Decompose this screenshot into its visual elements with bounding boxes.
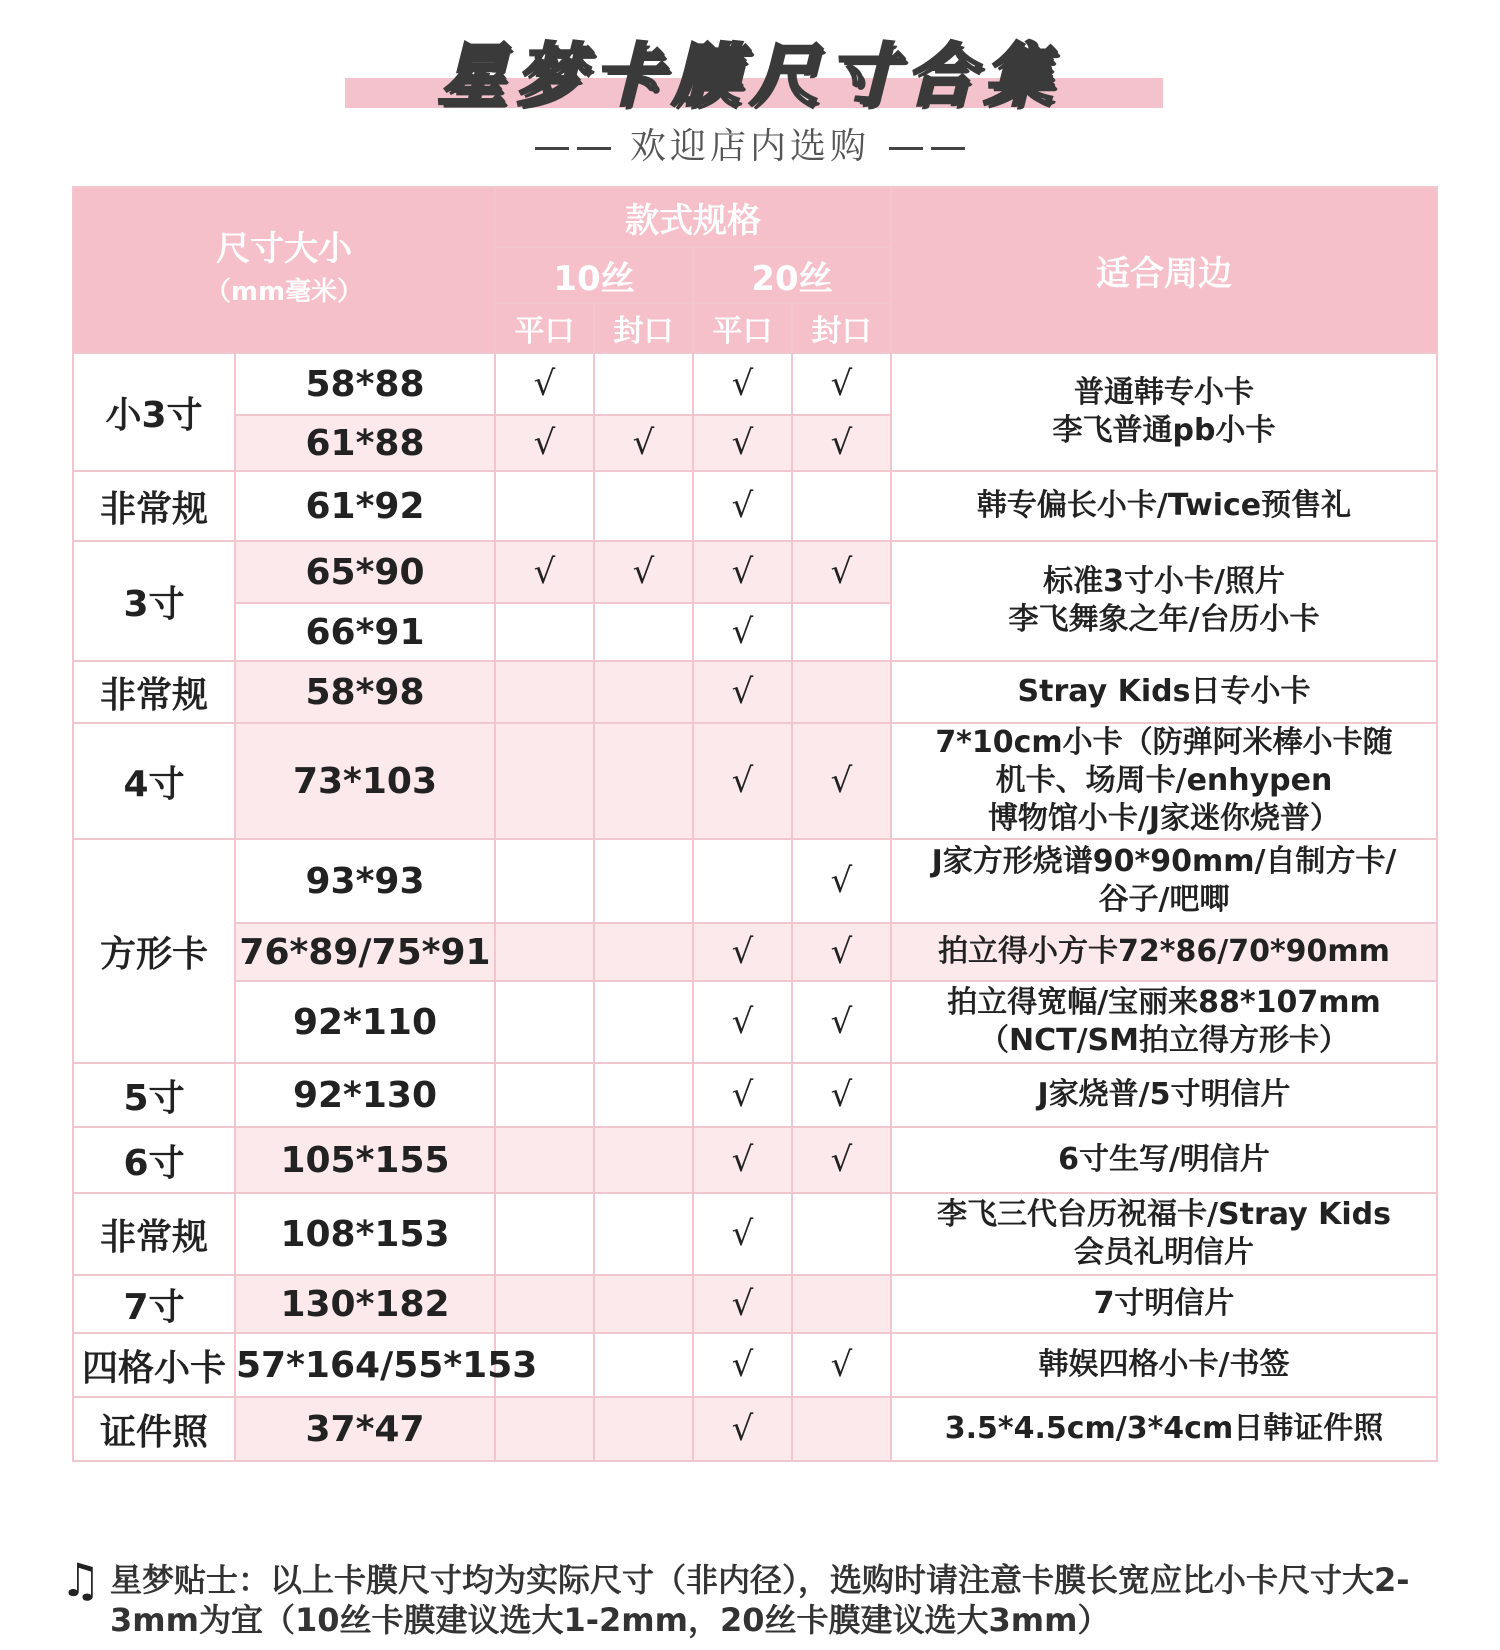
check-cell (693, 353, 792, 415)
check-mark-icon: √ (830, 364, 853, 404)
table-row (73, 723, 1437, 839)
check-mark-icon: √ (731, 1345, 754, 1385)
header-thread-20: 20丝 (693, 247, 891, 303)
check-mark-icon: √ (731, 1075, 754, 1115)
check-cell (594, 981, 693, 1063)
check-cell (594, 839, 693, 923)
fit-cell: 韩专偏长小卡/Twice预售礼 (891, 471, 1437, 541)
check-mark-icon: √ (830, 1075, 853, 1115)
check-mark-icon: √ (731, 1214, 754, 1254)
check-mark-icon: √ (731, 1140, 754, 1180)
check-mark-icon: √ (731, 761, 754, 801)
subtitle-dash-left (535, 147, 569, 150)
check-cell (594, 415, 693, 471)
check-cell (792, 1397, 891, 1461)
category-cell: 5寸 (73, 1063, 235, 1127)
check-cell (693, 723, 792, 839)
check-mark-icon: √ (533, 364, 556, 404)
size-cell: 76*89/75*91 (235, 923, 495, 981)
check-cell (792, 1333, 891, 1397)
fit-cell: 普通韩专小卡 李飞普通pb小卡 (891, 353, 1437, 471)
size-cell: 58*88 (235, 353, 495, 415)
check-cell (594, 1127, 693, 1193)
check-mark-icon: √ (731, 552, 754, 592)
table-row (73, 1275, 1437, 1333)
check-mark-icon: √ (533, 423, 556, 463)
check-cell (693, 1127, 792, 1193)
check-cell (594, 471, 693, 541)
fit-cell: 拍立得宽幅/宝丽来88*107mm （NCT/SM拍立得方形卡） (891, 981, 1437, 1063)
table-row (73, 981, 1437, 1063)
size-cell: 61*92 (235, 471, 495, 541)
check-cell (594, 603, 693, 661)
header-10-sealed: 封口 (594, 303, 693, 353)
subtitle-dash-right (931, 147, 965, 150)
table-header (73, 187, 1437, 353)
table-row (73, 1127, 1437, 1193)
category-cell: 非常规 (73, 1193, 235, 1275)
table-row (73, 839, 1437, 923)
category-cell: 6寸 (73, 1127, 235, 1193)
size-cell: 57*164/55*153 (235, 1333, 495, 1397)
check-cell (693, 471, 792, 541)
check-mark-icon: √ (731, 612, 754, 652)
check-mark-icon: √ (731, 1284, 754, 1324)
check-mark-icon: √ (731, 1002, 754, 1042)
table-row (73, 1397, 1437, 1461)
size-cell: 93*93 (235, 839, 495, 923)
category-cell: 7寸 (73, 1275, 235, 1333)
check-cell (693, 603, 792, 661)
check-cell (792, 661, 891, 723)
check-mark-icon: √ (830, 1140, 853, 1180)
check-cell (792, 603, 891, 661)
size-cell: 92*110 (235, 981, 495, 1063)
check-cell (693, 1193, 792, 1275)
check-cell (594, 353, 693, 415)
size-cell: 58*98 (235, 661, 495, 723)
table-row (73, 661, 1437, 723)
check-mark-icon: √ (830, 1345, 853, 1385)
check-cell (693, 981, 792, 1063)
category-cell: 四格小卡 (73, 1333, 235, 1397)
check-mark-icon: √ (731, 932, 754, 972)
size-cell: 108*153 (235, 1193, 495, 1275)
check-cell (693, 839, 792, 923)
check-cell (495, 923, 594, 981)
fit-cell: 韩娱四格小卡/书签 (891, 1333, 1437, 1397)
check-mark-icon: √ (731, 423, 754, 463)
fit-cell: J家方形烧谱90*90mm/自制方卡/ 谷子/吧唧 (891, 839, 1437, 923)
page-subtitle (0, 118, 1500, 169)
check-cell (594, 661, 693, 723)
check-mark-icon: √ (830, 861, 853, 901)
check-mark-icon: √ (731, 486, 754, 526)
header-10-flat: 平口 (495, 303, 594, 353)
size-cell: 37*47 (235, 1397, 495, 1461)
check-mark-icon: √ (731, 364, 754, 404)
size-spec-table (72, 186, 1438, 1462)
check-cell (693, 415, 792, 471)
check-mark-icon: √ (731, 1409, 754, 1449)
table-row (73, 923, 1437, 981)
check-cell (594, 1193, 693, 1275)
table-row (73, 471, 1437, 541)
header-thread-10: 10丝 (495, 247, 693, 303)
check-cell (792, 981, 891, 1063)
size-cell: 61*88 (235, 415, 495, 471)
tip-text: 星梦贴士：以上卡膜尺寸均为实际尺寸（非内径），选购时请注意卡膜长宽应比小卡尺寸大2-3mm为宜（10丝卡膜建议选大1-2mm，20丝卡膜建议选大3mm） (110, 1561, 1410, 1639)
check-cell (693, 1275, 792, 1333)
check-mark-icon: √ (830, 1002, 853, 1042)
check-cell (495, 981, 594, 1063)
table-row (73, 1063, 1437, 1127)
size-cell: 65*90 (235, 541, 495, 603)
size-cell: 105*155 (235, 1127, 495, 1193)
check-cell (792, 1127, 891, 1193)
header-spec: 款式规格 (495, 187, 891, 247)
check-cell (495, 471, 594, 541)
table-row (73, 1333, 1437, 1397)
category-cell: 方形卡 (73, 839, 235, 1063)
check-mark-icon: √ (533, 552, 556, 592)
check-cell (594, 923, 693, 981)
check-cell (693, 1063, 792, 1127)
fit-cell: 6寸生写/明信片 (891, 1127, 1437, 1193)
header-20-sealed: 封口 (792, 303, 891, 353)
check-cell (792, 1275, 891, 1333)
check-cell (792, 1193, 891, 1275)
fit-cell: 7寸明信片 (891, 1275, 1437, 1333)
check-mark-icon: √ (731, 672, 754, 712)
check-cell (792, 1063, 891, 1127)
check-mark-icon: √ (830, 761, 853, 801)
check-cell (495, 661, 594, 723)
header-size: 尺寸大小 （mm毫米） (73, 187, 495, 353)
fit-cell: 3.5*4.5cm/3*4cm日韩证件照 (891, 1397, 1437, 1461)
category-cell: 3寸 (73, 541, 235, 661)
table-row (73, 1193, 1437, 1275)
category-cell: 4寸 (73, 723, 235, 839)
fit-cell: 标准3寸小卡/照片 李飞舞象之年/台历小卡 (891, 541, 1437, 661)
check-cell (792, 471, 891, 541)
category-cell: 小3寸 (73, 353, 235, 471)
check-cell (792, 541, 891, 603)
check-cell (495, 603, 594, 661)
check-cell (495, 1275, 594, 1333)
check-cell (594, 541, 693, 603)
check-cell (495, 541, 594, 603)
fit-cell: 拍立得小方卡72*86/70*90mm (891, 923, 1437, 981)
fit-cell: 李飞三代台历祝福卡/Stray Kids 会员礼明信片 (891, 1193, 1437, 1275)
check-cell (495, 1063, 594, 1127)
music-note-icon: ♫ (60, 1553, 102, 1607)
check-mark-icon: √ (632, 423, 655, 463)
check-cell (495, 415, 594, 471)
size-cell: 130*182 (235, 1275, 495, 1333)
check-cell (792, 415, 891, 471)
check-cell (594, 1397, 693, 1461)
check-cell (495, 1397, 594, 1461)
check-cell (693, 923, 792, 981)
table-body (73, 353, 1437, 1461)
check-cell (594, 1333, 693, 1397)
check-mark-icon: √ (830, 423, 853, 463)
check-cell (594, 1063, 693, 1127)
check-cell (693, 541, 792, 603)
check-mark-icon: √ (830, 932, 853, 972)
check-cell (693, 1333, 792, 1397)
check-cell (594, 1275, 693, 1333)
table-row (73, 541, 1437, 603)
size-cell: 73*103 (235, 723, 495, 839)
check-cell (792, 923, 891, 981)
check-cell (594, 723, 693, 839)
page-title: 星梦卡膜尺寸合集 (437, 37, 1062, 116)
check-cell (495, 723, 594, 839)
check-mark-icon: √ (632, 552, 655, 592)
fit-cell: 7*10cm小卡（防弹阿米棒小卡随 机卡、场周卡/enhypen 博物馆小卡/J家迷你烧普） (891, 723, 1437, 839)
category-cell: 非常规 (73, 471, 235, 541)
title-area (0, 8, 1500, 118)
size-cell: 92*130 (235, 1063, 495, 1127)
check-cell (495, 839, 594, 923)
check-cell (495, 1127, 594, 1193)
category-cell: 证件照 (73, 1397, 235, 1461)
check-cell (693, 661, 792, 723)
check-cell (792, 723, 891, 839)
table-row (73, 353, 1437, 415)
check-mark-icon: √ (830, 552, 853, 592)
check-cell (495, 1193, 594, 1275)
size-cell: 66*91 (235, 603, 495, 661)
check-cell (693, 1397, 792, 1461)
header-fit: 适合周边 (891, 187, 1437, 353)
category-cell: 非常规 (73, 661, 235, 723)
header-20-flat: 平口 (693, 303, 792, 353)
tip-note (60, 1553, 1430, 1640)
check-cell (495, 353, 594, 415)
fit-cell: Stray Kids日专小卡 (891, 661, 1437, 723)
fit-cell: J家烧普/5寸明信片 (891, 1063, 1437, 1127)
check-cell (792, 839, 891, 923)
subtitle-text: 欢迎店内选购 (629, 126, 870, 167)
check-cell (792, 353, 891, 415)
